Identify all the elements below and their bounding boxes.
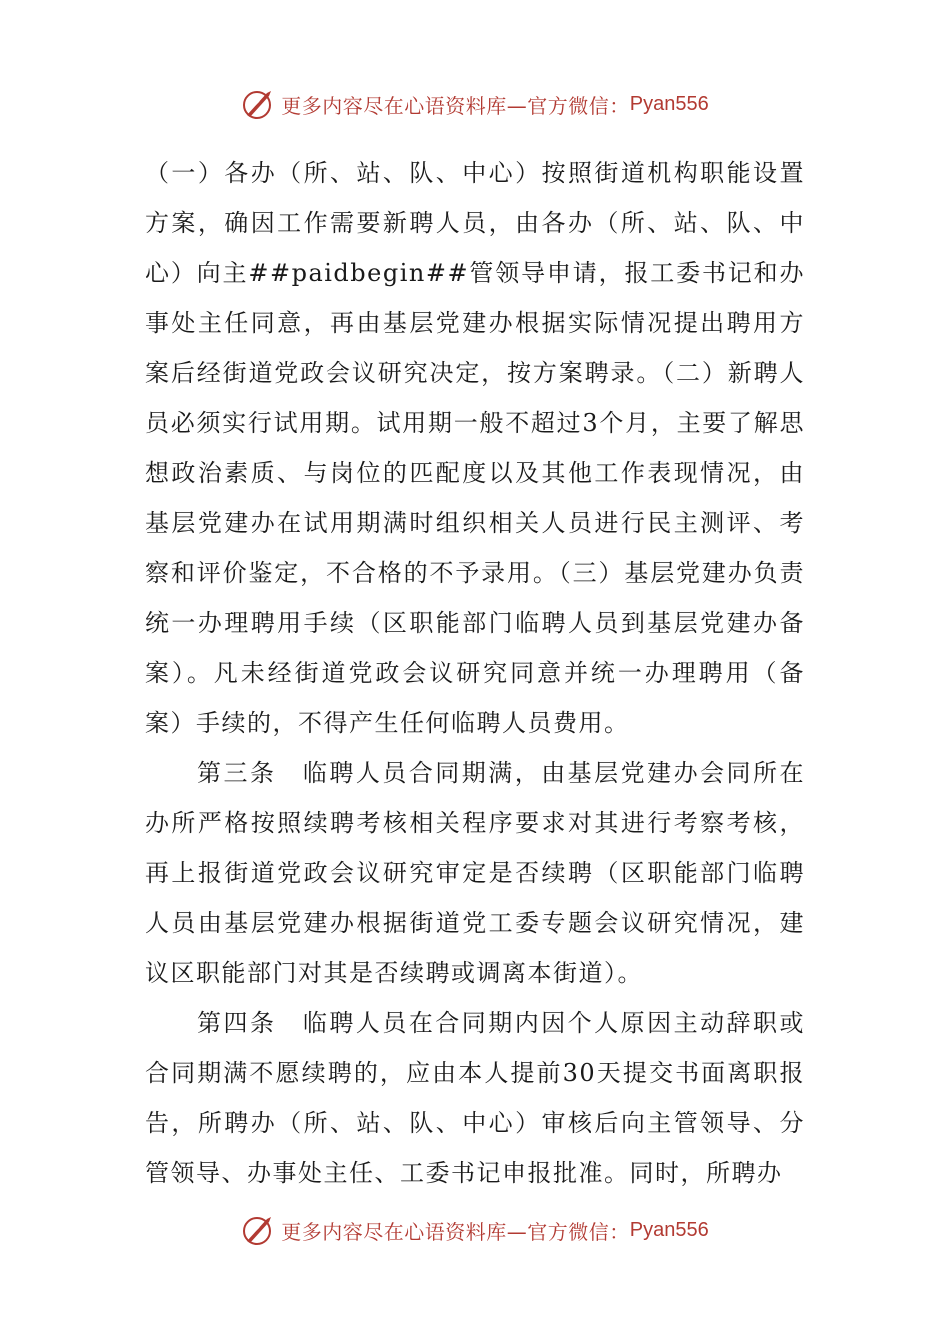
quill-pen-logo-icon — [241, 1213, 275, 1247]
quill-pen-logo-icon — [241, 87, 275, 121]
wechat-id: Pyan556 — [629, 1218, 709, 1241]
paragraph-article-4: 第四条 临聘人员在合同期内因个人原因主动辞职或合同期满不愿续聘的，应由本人提前30天提交书面离职报告，所聘办（所、站、队、中心）审核后向主管领导、分管领导、办事处主任、工委书记申报批准。同时，所聘办 — [145, 1009, 805, 1187]
wechat-id: Pyan556 — [629, 92, 709, 115]
header-watermark-banner — [0, 84, 950, 124]
document-body — [145, 148, 805, 1198]
banner-text: 更多内容尽在心语资料库—官方微信： — [281, 93, 630, 118]
paragraph-article-3: 第三条 临聘人员合同期满，由基层党建办会同所在办所严格按照续聘考核相关程序要求对其进行考察考核，再上报街道党政会议研究审定是否续聘（区职能部门临聘人员由基层党建办根据街道党工委专题会议研究情况，建议区职能部门对其是否续聘或调离本街道）。 — [145, 759, 805, 987]
footer-watermark-banner — [0, 1210, 950, 1250]
banner-text: 更多内容尽在心语资料库—官方微信： — [281, 1219, 630, 1244]
paragraph-clauses: （一）各办（所、站、队、中心）按照街道机构职能设置方案，确因工作需要新聘人员，由各办（所、站、队、中心）向主##paidbegin##管领导申请，报工委书记和办事处主任同意，再由基层党建办根据实际情况提出聘用方案后经街道党政会议研究决定，按方案聘录。（二）新聘人员必须实行试用期。试用期一般不超过3个月，主要了解思想政治素质、与岗位的匹配度以及其他工作表现情况，由基层党建办在试用期满时组织相关人员进行民主测评、考察和评价鉴定，不合格的不予录用。（三）基层党建办负责统一办理聘用手续（区职能部门临聘人员到基层党建办备案）。凡未经街道党政会议研究同意并统一办理聘用（备案）手续的，不得产生任何临聘人员费用。 — [145, 159, 805, 737]
